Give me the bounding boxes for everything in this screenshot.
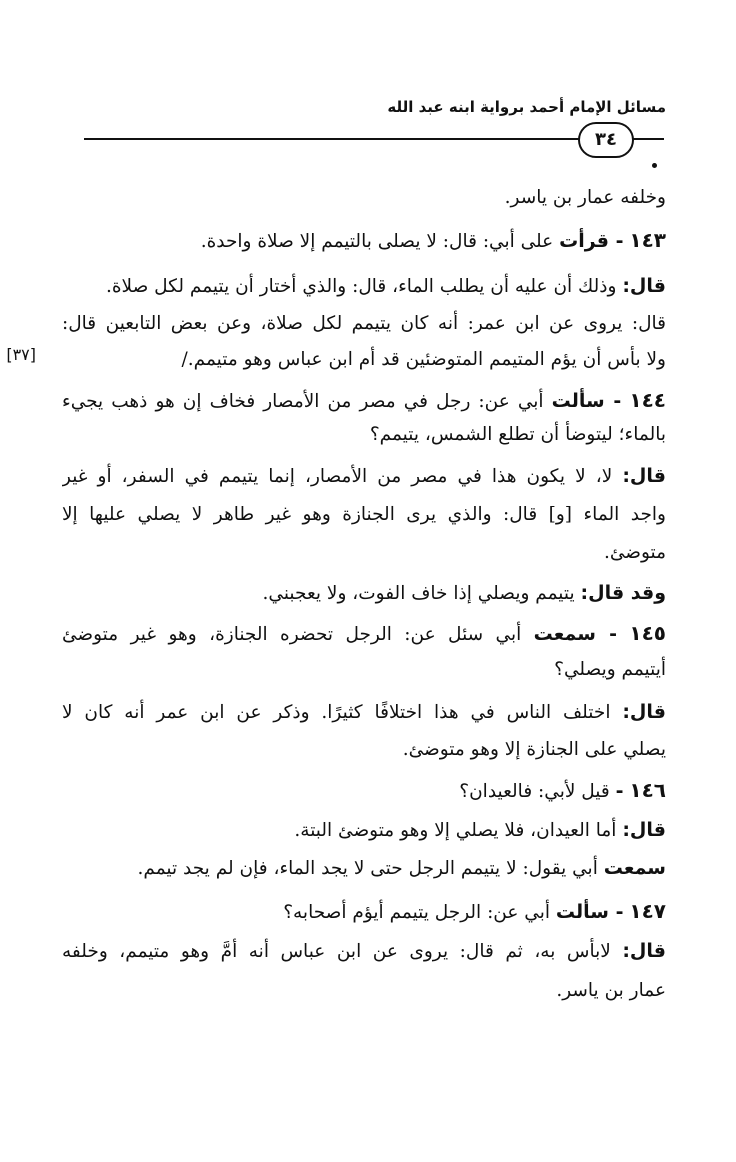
text-line <box>62 973 666 1009</box>
lead-word: وقد قال: <box>580 582 666 604</box>
text-line <box>62 893 666 929</box>
text-line <box>62 180 666 216</box>
issue-number: ١٤٣ <box>629 228 666 252</box>
text-line <box>62 615 666 651</box>
line-text: لابأس به، ثم قال: يروى عن ابن عباس أنه أمَّ وهو متيمم، وخلفه <box>62 941 623 962</box>
text-line <box>62 222 666 258</box>
header-rule <box>84 138 664 140</box>
text-line <box>62 732 666 768</box>
lead-word: - سمعت <box>533 623 617 645</box>
running-title: مسائل الإمام أحمد برواية ابنه عبد الله <box>387 98 666 116</box>
line-text: يتيمم ويصلي إذا خاف الفوت، ولا يعجبني. <box>262 583 581 604</box>
line-text: عمار بن ياسر. <box>556 980 666 1001</box>
line-text: قيل لأبي: فالعيدان؟ <box>459 781 616 802</box>
lead-word: قال: <box>622 465 666 487</box>
lead-word: - قرأت <box>559 230 624 252</box>
text-line <box>62 382 666 418</box>
line-text: لا، لا يكون هذا في مصر من الأمصار، إنما يتيمم في السفر، أو غير <box>62 466 623 487</box>
text-line <box>62 850 666 886</box>
lead-word: - سألت <box>555 901 624 923</box>
line-text: أبي عن: الرجل يتيمم أيؤم أصحابه؟ <box>283 902 556 923</box>
text-line <box>62 812 666 848</box>
issue-number: ١٤٧ <box>629 899 666 923</box>
text-line <box>62 772 666 808</box>
line-text: أبي عن: رجل في مصر من الأمصار فخاف إن هو ذهب يجيء <box>62 391 552 412</box>
line-text: أيتيمم ويصلي؟ <box>554 659 666 680</box>
line-text: يصلي على الجنازة إلا وهو متوضئ. <box>402 739 666 760</box>
line-text: وذلك أن عليه أن يطلب الماء، قال: والذي أختار أن يتيمم لكل صلاة. <box>105 276 623 297</box>
line-text: بالماء؛ ليتوضأ أن تطلع الشمس، يتيمم؟ <box>369 424 666 445</box>
text-line <box>62 694 666 730</box>
text-line <box>62 306 666 342</box>
margin-reference: [٣٧] <box>6 345 36 364</box>
lead-word: - سألت <box>551 390 622 412</box>
lead-word: قال: <box>622 940 666 962</box>
line-text: قال: يروى عن ابن عمر: أنه كان يتيمم لكل صلاة، وعن بعض التابعين قال: <box>62 313 666 334</box>
issue-number: ١٤٦ <box>629 778 666 802</box>
line-text: متوضئ. <box>603 542 666 563</box>
line-text: ولا بأس أن يؤم المتيمم المتوضئين قد أم ابن عباس وهو متيمم./ <box>181 349 666 370</box>
lead-word: قال: <box>622 819 666 841</box>
line-text: أما العيدان، فلا يصلي إلا وهو متوضئ البتة. <box>294 820 623 841</box>
text-line <box>62 933 666 969</box>
text-line <box>62 342 666 378</box>
line-text: على أبي: قال: لا يصلى بالتيمم إلا صلاة واحدة. <box>200 231 560 252</box>
page-number: ٣٤ <box>578 122 634 158</box>
lead-word: سمعت <box>603 857 666 879</box>
text-line <box>62 652 666 688</box>
text-line <box>62 417 666 453</box>
line-text: اختلف الناس في هذا اختلافًا كثيرًا. وذكر عن ابن عمر أنه كان لا <box>62 702 623 723</box>
lead-word: قال: <box>622 275 666 297</box>
dot-mark <box>652 163 657 168</box>
lead-word: قال: <box>622 701 666 723</box>
text-line <box>62 497 666 533</box>
text-line <box>62 268 666 304</box>
issue-number: ١٤٥ <box>629 621 666 645</box>
line-text: أبي يقول: لا يتيمم الرجل حتى لا يجد الماء، فإن لم يجد تيمم. <box>137 858 604 879</box>
lead-word: - <box>615 780 624 802</box>
line-text: أبي سئل عن: الرجل تحضره الجنازة، وهو غير متوضئ <box>62 624 534 645</box>
line-text: وخلفه عمار بن ياسر. <box>504 187 666 208</box>
text-line <box>62 458 666 494</box>
line-text: واجد الماء [و] قال: والذي يرى الجنازة وهو غير طاهر لا يصلي عليها إلا <box>62 504 666 525</box>
text-line <box>62 575 666 611</box>
issue-number: ١٤٤ <box>629 388 666 412</box>
text-line <box>62 535 666 571</box>
